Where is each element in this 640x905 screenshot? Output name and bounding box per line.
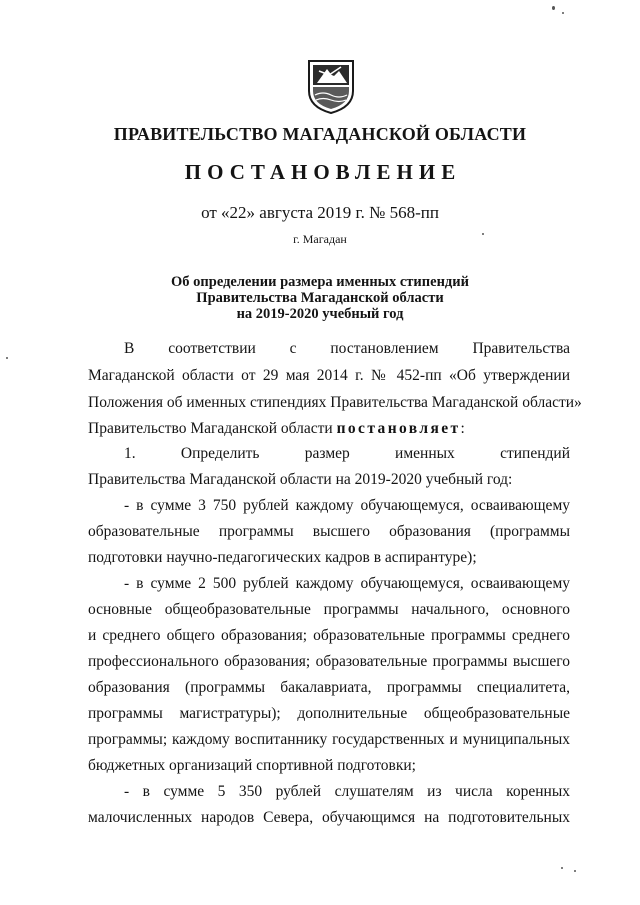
document-date-number: от «22» августа 2019 г. № 568-пп (201, 203, 439, 222)
body-line: 1. Определить размер именных стипендий (124, 445, 570, 462)
subject-line: Правительства Магаданской области (196, 290, 444, 306)
subject-line: на 2019-2020 учебный год (236, 306, 404, 322)
scan-speck (6, 357, 8, 359)
document-subject (0, 274, 640, 322)
body-line: - в сумме 3 750 рублей каждому обучающемуся, осваивающему (124, 497, 570, 514)
body-line: и среднего общего образования; образовательные программы среднего (88, 627, 570, 644)
scan-speck (561, 867, 563, 869)
body-line: основные общеобразовательные программы начального, основного (88, 601, 570, 618)
body-text: Правительство Магаданской области (88, 420, 337, 437)
scan-speck (574, 870, 576, 872)
scan-speck (482, 233, 484, 235)
scan-speck (562, 12, 564, 14)
scan-speck (552, 6, 555, 10)
body-line: подготовки научно-педагогических кадров в аспирантуре); (88, 549, 477, 566)
body-line-resolution (88, 419, 570, 439)
body-line: Правительства Магаданской области на 2019-2020 учебный год: (88, 471, 513, 488)
body-line: программы; каждому воспитаннику государственных и муниципальных (88, 731, 570, 748)
subject-line: Об определении размера именных стипендий (171, 274, 469, 290)
body-line: профессионального образования; образовательные программы высшего (88, 653, 570, 670)
body-line: образования (программы бакалавриата, программы специалитета, (88, 679, 570, 696)
body-line: Магаданской области от 29 мая 2014 г. № 452-пп «Об утверждении (88, 367, 570, 384)
body-line: бюджетных организаций спортивной подготовки; (88, 757, 416, 774)
body-text: : (460, 420, 465, 437)
resolution-keyword: постановляет (336, 420, 461, 437)
government-title: ПРАВИТЕЛЬСТВО МАГАДАНСКОЙ ОБЛАСТИ (113, 124, 527, 144)
document-city: г. Магадан (293, 232, 347, 246)
body-line: Положения об именных стипендиях Правительства Магаданской области» (88, 394, 582, 411)
body-line: - в сумме 2 500 рублей каждому обучающемуся, осваивающему (124, 575, 570, 592)
body-line: - в сумме 5 350 рублей слушателям из числа коренных (124, 783, 570, 800)
body-line: программы магистратуры); дополнительные общеобразовательные (88, 705, 570, 722)
body-line: В соответствии с постановлением Правительства (124, 340, 570, 357)
body-line: малочисленных народов Севера, обучающимся на подготовительных (88, 809, 570, 826)
coat-of-arms-icon (303, 57, 359, 115)
document-type: ПОСТАНОВЛЕНИЕ (184, 160, 462, 184)
body-line: образовательные программы высшего образования (программы (88, 523, 570, 540)
